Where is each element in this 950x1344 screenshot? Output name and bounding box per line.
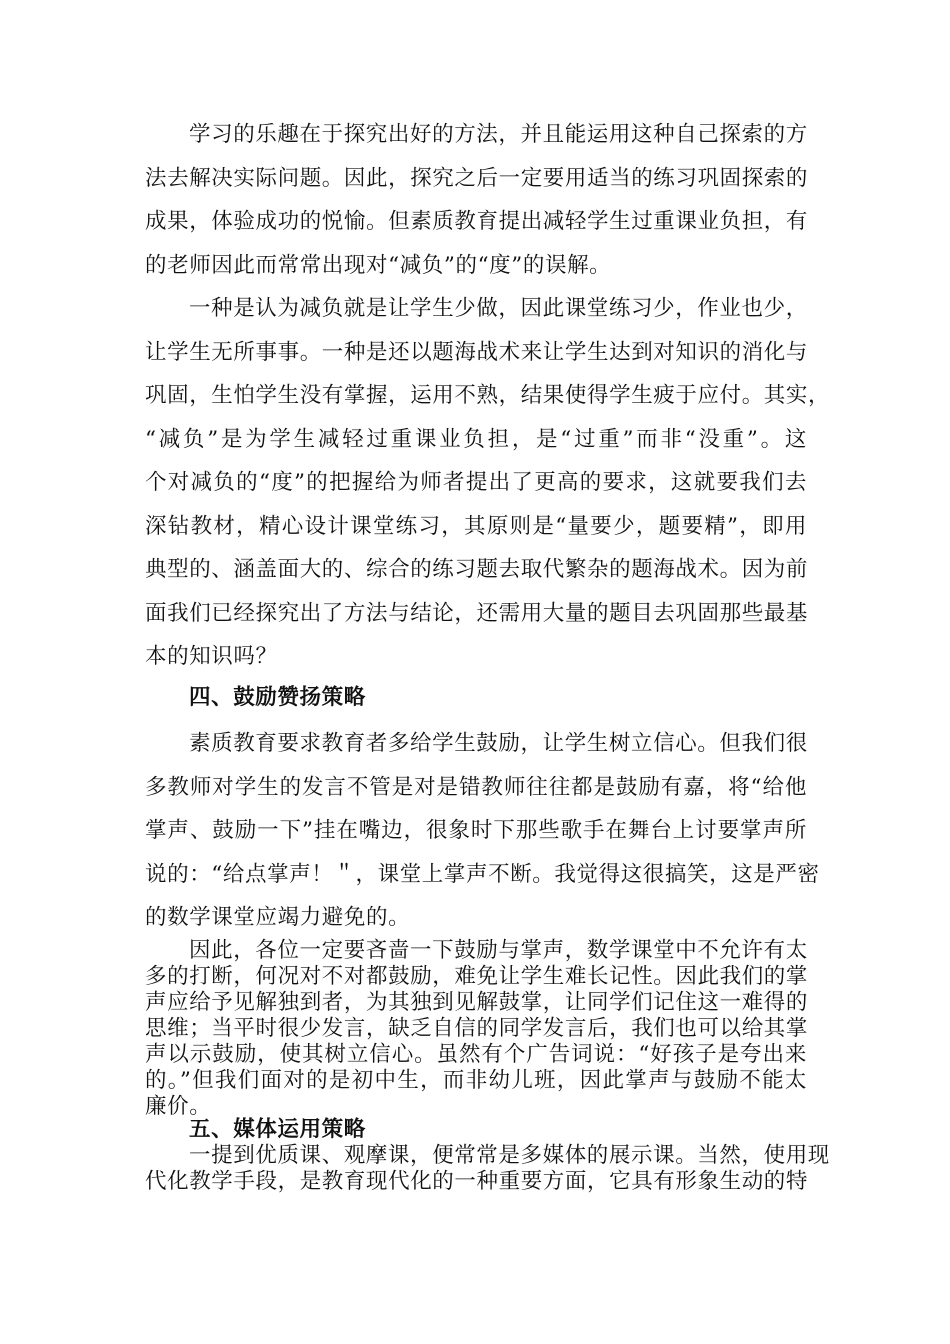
text-line: 成果，体验成功的悦愉。但素质教育提出减轻学生过重课业负担，有	[145, 209, 809, 234]
text-line: 巩固，生怕学生没有掌握，运用不熟，结果使得学生疲于应付。其实，	[145, 383, 831, 408]
text-line: 本的知识吗？	[145, 644, 278, 669]
section-heading-media: 五、媒体运用策略	[189, 1117, 366, 1142]
section-heading-encouragement: 四、鼓励赞扬策略	[189, 685, 366, 710]
text-line: 典型的、涵盖面大的、综合的练习题去取代繁杂的题海战术。因为前	[145, 557, 809, 582]
paragraph-learning-fun	[145, 113, 807, 287]
text-line: 面我们已经探究出了方法与结论，还需用大量的题目去巩固那些最基	[145, 600, 809, 626]
text-line: 个对减负的“度”的把握给为师者提出了更高的要求，这就要我们去	[145, 470, 807, 495]
text-line: 的老师因此而常常出现对“减负”的“度”的误解。	[145, 252, 612, 278]
text-line: “减负”是为学生减轻过重课业负担，是“过重”而非“没重”。这	[145, 426, 807, 452]
text-line: 声以示鼓励，使其树立信心。虽然有个广告词说：“好孩子是夸出来	[145, 1042, 807, 1067]
text-line: 深钻教材，精心设计课堂练习，其原则是“量要少，题要精”，即用	[145, 513, 807, 539]
text-line: 一种是认为减负就是让学生少做，因此课堂练习少，作业也少，	[189, 296, 808, 321]
text-line: 的。”但我们面对的是初中生，而非幼儿班，因此掌声与鼓励不能太	[145, 1068, 807, 1093]
text-line: 廉价。	[145, 1094, 212, 1119]
text-line: 掌声、鼓励一下”挂在嘴边，很象时下那些歌手在舞台上讨要掌声所	[145, 818, 807, 843]
paragraph-reduce-burden	[145, 287, 831, 679]
paragraph-encouragement	[145, 722, 820, 940]
text-line: 多教师对学生的发言不管是对是错教师往往都是鼓励有嘉，将“给他	[145, 774, 807, 800]
text-line: 说的：“给点掌声！＂，课堂上掌声不断。我觉得这很搞笑，这是严密	[145, 861, 820, 887]
text-line: 法去解决实际问题。因此，探究之后一定要用适当的练习巩固探索的	[145, 165, 809, 191]
text-line: 的数学课堂应竭力避免的。	[145, 905, 411, 930]
text-line: 思维；当平时很少发言，缺乏自信的同学发言后，我们也可以给其掌	[145, 1016, 809, 1041]
text-line: 多的打断，何况对不对都鼓励，难免让学生难长记性。因此我们的掌	[145, 964, 809, 989]
text-line: 素质教育要求教育者多给学生鼓励，让学生树立信心。但我们很	[189, 731, 808, 756]
text-line: 代化教学手段，是教育现代化的一种重要方面，它具有形象生动的特	[145, 1169, 809, 1194]
text-line: 让学生无所事事。一种是还以题海战术来让学生达到对知识的消化与	[145, 339, 809, 365]
text-line: 一提到优质课、观摩课，便常常是多媒体的展示课。当然，使用现	[189, 1143, 830, 1168]
text-line: 学习的乐趣在于探究出好的方法，并且能运用这种自己探索的方	[189, 122, 808, 147]
paragraph-applause	[145, 938, 807, 1120]
paragraph-media	[145, 1143, 830, 1195]
text-line: 声应给予见解独到者，为其独到见解鼓掌，让同学们记住这一难得的	[145, 990, 809, 1015]
text-line: 因此，各位一定要吝啬一下鼓励与掌声，数学课堂中不允许有太	[189, 938, 808, 963]
